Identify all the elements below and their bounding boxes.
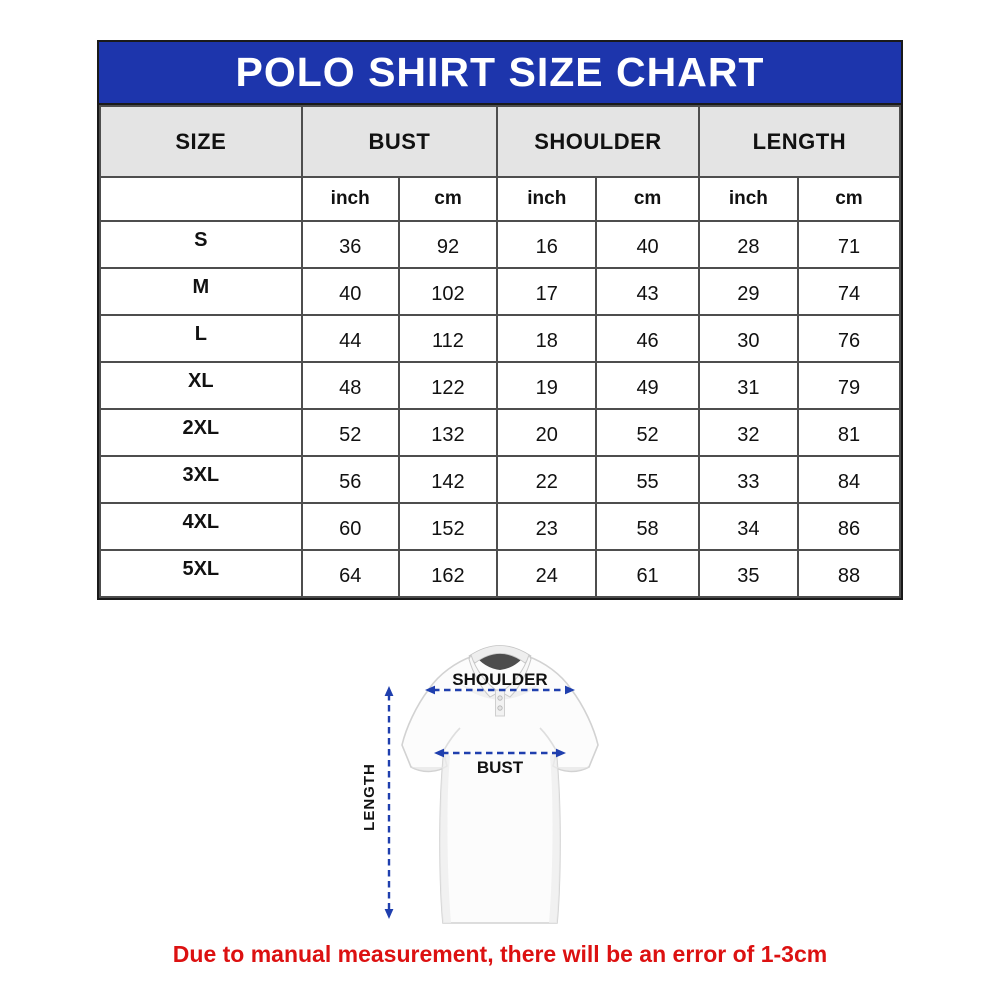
value-cell: 52 (302, 409, 399, 456)
chart-title: POLO SHIRT SIZE CHART (235, 49, 765, 95)
value-cell: 20 (497, 409, 596, 456)
value-cell: 79 (798, 362, 900, 409)
unit-header-length-cm: cm (798, 177, 900, 221)
value-cell: 23 (497, 503, 596, 550)
length-measure-label: LENGTH (361, 763, 378, 831)
unit-header-length-inch: inch (699, 177, 798, 221)
col-header-size: SIZE (100, 106, 302, 177)
size-table (99, 105, 901, 598)
button (498, 696, 502, 700)
value-cell: 52 (596, 409, 698, 456)
value-cell: 84 (798, 456, 900, 503)
unit-header-bust-inch: inch (302, 177, 399, 221)
value-cell: 29 (699, 268, 798, 315)
unit-header-shoulder-cm: cm (596, 177, 698, 221)
value-cell: 28 (699, 221, 798, 268)
value-cell: 22 (497, 456, 596, 503)
value-cell: 34 (699, 503, 798, 550)
size-label: S (100, 221, 302, 268)
value-cell: 30 (699, 315, 798, 362)
value-cell: 32 (699, 409, 798, 456)
unit-header-bust-cm: cm (399, 177, 497, 221)
size-label: L (100, 315, 302, 362)
size-label: 3XL (100, 456, 302, 503)
value-cell: 142 (399, 456, 497, 503)
shoulder-measure-label: SHOULDER (452, 670, 548, 689)
value-cell: 17 (497, 268, 596, 315)
value-cell: 46 (596, 315, 698, 362)
value-cell: 31 (699, 362, 798, 409)
value-cell: 162 (399, 550, 497, 597)
value-cell: 88 (798, 550, 900, 597)
unit-header-shoulder-inch: inch (497, 177, 596, 221)
value-cell: 35 (699, 550, 798, 597)
value-cell: 36 (302, 221, 399, 268)
value-cell: 33 (699, 456, 798, 503)
value-cell: 76 (798, 315, 900, 362)
col-header-shoulder: SHOULDER (497, 106, 699, 177)
value-cell: 81 (798, 409, 900, 456)
size-row-xl (100, 362, 900, 409)
size-row-5xl (100, 550, 900, 597)
value-cell: 48 (302, 362, 399, 409)
value-cell: 55 (596, 456, 698, 503)
value-cell: 92 (399, 221, 497, 268)
polo-shirt-illustration (340, 640, 670, 940)
size-row-4xl (100, 503, 900, 550)
value-cell: 64 (302, 550, 399, 597)
column-group-row (100, 106, 900, 177)
value-cell: 24 (497, 550, 596, 597)
size-label: 2XL (100, 409, 302, 456)
value-cell: 152 (399, 503, 497, 550)
value-cell: 112 (399, 315, 497, 362)
size-label: 5XL (100, 550, 302, 597)
value-cell: 44 (302, 315, 399, 362)
value-cell: 43 (596, 268, 698, 315)
value-cell: 40 (302, 268, 399, 315)
value-cell: 18 (497, 315, 596, 362)
size-row-l (100, 315, 900, 362)
unit-header-row (100, 177, 900, 221)
size-row-s (100, 221, 900, 268)
value-cell: 132 (399, 409, 497, 456)
value-cell: 74 (798, 268, 900, 315)
size-row-3xl (100, 456, 900, 503)
chart-title-banner (99, 42, 901, 105)
value-cell: 40 (596, 221, 698, 268)
value-cell: 58 (596, 503, 698, 550)
size-row-2xl (100, 409, 900, 456)
col-header-bust: BUST (302, 106, 498, 177)
value-cell: 86 (798, 503, 900, 550)
measurement-disclaimer: Due to manual measurement, there will be an error of 1-3cm (172, 941, 828, 967)
size-label: 4XL (100, 503, 302, 550)
value-cell: 102 (399, 268, 497, 315)
size-label: M (100, 268, 302, 315)
size-row-m (100, 268, 900, 315)
size-chart-panel (97, 40, 903, 600)
value-cell: 71 (798, 221, 900, 268)
value-cell: 61 (596, 550, 698, 597)
value-cell: 49 (596, 362, 698, 409)
value-cell: 19 (497, 362, 596, 409)
button (498, 706, 502, 710)
bust-measure-label: BUST (476, 758, 524, 777)
length-arrow (385, 686, 394, 919)
value-cell: 56 (302, 456, 399, 503)
value-cell: 16 (497, 221, 596, 268)
col-header-length: LENGTH (699, 106, 900, 177)
shirt-placket (496, 690, 505, 716)
size-label: XL (100, 362, 302, 409)
value-cell: 60 (302, 503, 399, 550)
blank-cell (100, 177, 302, 221)
value-cell: 122 (399, 362, 497, 409)
